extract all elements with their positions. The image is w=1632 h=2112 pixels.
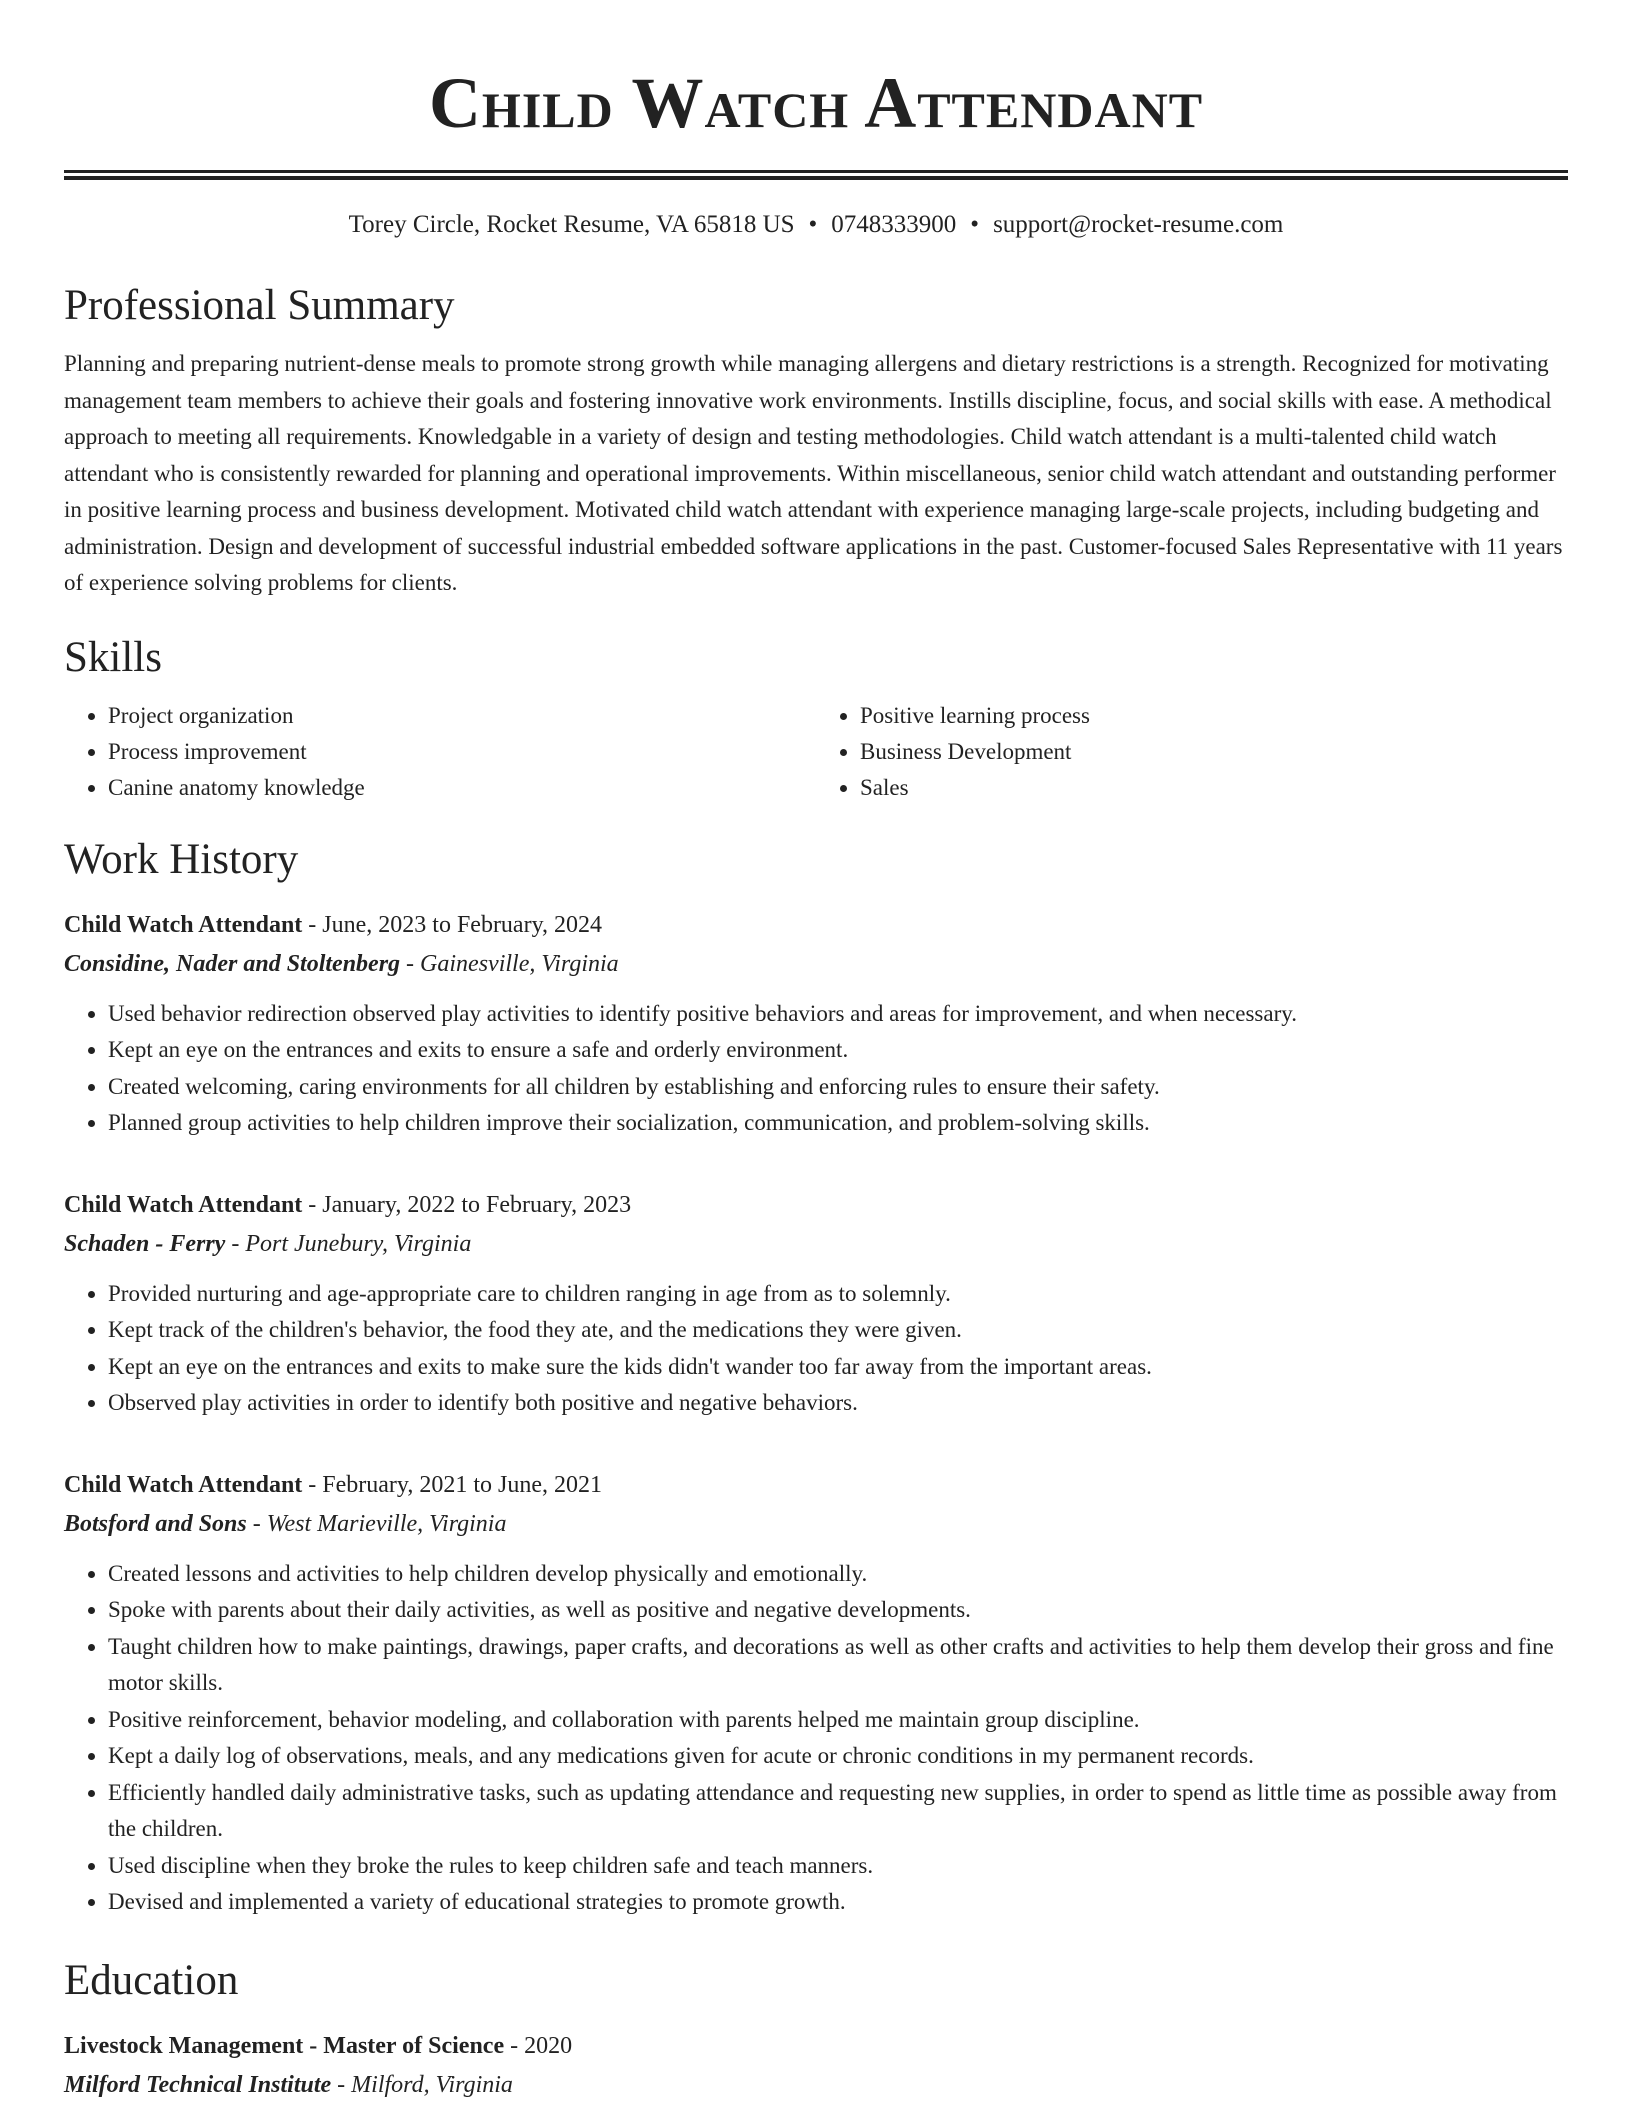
duty-item: • Kept track of the children's behavior, the food they ate, and the medications they were given. [108,1312,1568,1349]
education-entry [64,2027,1568,2105]
skills-column-left [64,698,816,806]
company-dash: - [406,950,415,977]
school-location: Milford, Virginia [351,2071,513,2098]
contact-separator: • [808,211,818,238]
skill-item: • Positive learning process [860,698,1568,734]
job-title-line [64,906,1568,944]
duty-item: • Created lessons and activities to help children develop physically and emotionally. [108,1556,1568,1593]
skill-item: • Project organization [108,698,816,734]
duty-item: • Spoke with parents about their daily activities, as well as positive and negative developments. [108,1592,1568,1629]
job-dates: February, 2021 to June, 2021 [322,1471,603,1498]
skills-heading: Skills [64,633,162,681]
duty-item: • Kept an eye on the entrances and exits to ensure a safe and orderly environment. [108,1032,1568,1069]
job-entry [64,1466,1568,1921]
job-duties [64,1556,1568,1921]
duty-item: • Created welcoming, caring environments for all children by establishing and enforcing rules to ensure their safety. [108,1069,1568,1106]
duty-item: • Devised and implemented a variety of educational strategies to promote growth. [108,1884,1568,1921]
summary-heading: Professional Summary [64,282,455,329]
job-dates: January, 2022 to February, 2023 [322,1191,632,1218]
school-name: Milford Technical Institute [64,2071,332,2098]
degree-year: 2020 [524,2032,573,2059]
duty-item: • Provided nurturing and age-appropriate care to children ranging in age from as to solemnly. [108,1276,1568,1313]
duty-item: • Planned group activities to help children improve their socialization, communication, and problem-solving skills. [108,1105,1568,1142]
company-name: Considine, Nader and Stoltenberg [64,950,401,977]
duty-item: • Used behavior redirection observed play activities to identify positive behaviors and areas for improvement, and when necessary. [108,996,1568,1033]
job-dash: - [308,1471,317,1498]
duty-item: • Efficiently handled daily administrative tasks, such as updating attendance and requesting new supplies, in order to spend as little time as possible away from the children. [108,1775,1568,1848]
degree-line [64,2027,1568,2065]
job-entry [64,1186,1568,1422]
skills-column-right [816,698,1568,806]
duty-item: • Used discipline when they broke the rules to keep children safe and teach manners. [108,1848,1568,1885]
education-heading: Education [64,1956,239,2004]
job-entry [64,906,1568,1142]
skills-list [64,698,1568,806]
job-title-line [64,1466,1568,1504]
contact-separator: • [970,211,980,238]
skill-item: • Process improvement [108,734,816,770]
duty-item: • Kept an eye on the entrances and exits to make sure the kids didn't wander too far away from the important areas. [108,1349,1568,1386]
duty-item: • Kept a daily log of observations, meals, and any medications given for acute or chronic conditions in my permanent records. [108,1738,1568,1775]
job-dash: - [308,1191,317,1218]
job-dates: June, 2023 to February, 2024 [322,911,603,938]
skill-item: • Sales [860,770,1568,806]
job-title: Child Watch Attendant [64,911,303,938]
company-location: West Marieville, Virginia [266,1510,507,1537]
contact-phone: 0748333900 [831,211,957,238]
job-title: Child Watch Attendant [64,1191,303,1218]
school-dash: - [337,2071,346,2098]
company-line [64,1224,1568,1264]
header-divider [64,170,1568,180]
job-duties [64,996,1568,1142]
job-dash: - [308,911,317,938]
contact-line [64,210,1568,240]
duty-item: • Positive reinforcement, behavior modeling, and collaboration with parents helped me maintain group discipline. [108,1702,1568,1739]
summary-text: Planning and preparing nutrient-dense meals to promote strong growth while managing allergens and dietary restrictions is a strength. Recognized for motivating management team members to achieve their goals and fostering innovative work environments. Instills discipline, focus, and social skills with ease. A methodical approach to meeting all requirements. Knowledgable in a variety of design and testing methodologies. Child watch attendant is a multi-talented child watch attendant who is consistently rewarded for planning and operational improvements. Within miscellaneous, senior child watch attendant and outstanding performer in positive learning process and business development. Motivated child watch attendant with experience managing large-scale projects, including budgeting and administration. Design and development of successful industrial embedded software applications in the past. Customer-focused Sales Representative with 11 years of experience solving problems for clients. [64,351,1563,595]
company-name: Schaden - Ferry [64,1230,226,1257]
company-name: Botsford and Sons [64,1510,247,1537]
duty-item: • Observed play activities in order to identify both positive and negative behaviors. [108,1385,1568,1422]
degree-name: Livestock Management - Master of Science [64,2032,505,2059]
job-duties [64,1276,1568,1422]
school-line [64,2065,1568,2105]
skill-item: • Canine anatomy knowledge [108,770,816,806]
company-dash: - [252,1510,261,1537]
contact-address: Torey Circle, Rocket Resume, VA 65818 US [348,211,795,238]
work-history-heading: Work History [64,835,299,883]
company-line [64,944,1568,984]
job-title: Child Watch Attendant [64,1471,303,1498]
degree-dash: - [510,2032,519,2059]
duty-item: • Taught children how to make paintings, drawings, paper crafts, and decorations as well as other crafts and activities to help them develop their gross and fine motor skills. [108,1629,1568,1702]
resume-name: Child Watch Attendant [428,63,1204,143]
contact-email: support@rocket-resume.com [993,211,1284,238]
company-location: Gainesville, Virginia [420,950,619,977]
skill-item: • Business Development [860,734,1568,770]
job-title-line [64,1186,1568,1224]
company-location: Port Junebury, Virginia [245,1230,472,1257]
company-dash: - [231,1230,240,1257]
company-line [64,1504,1568,1544]
